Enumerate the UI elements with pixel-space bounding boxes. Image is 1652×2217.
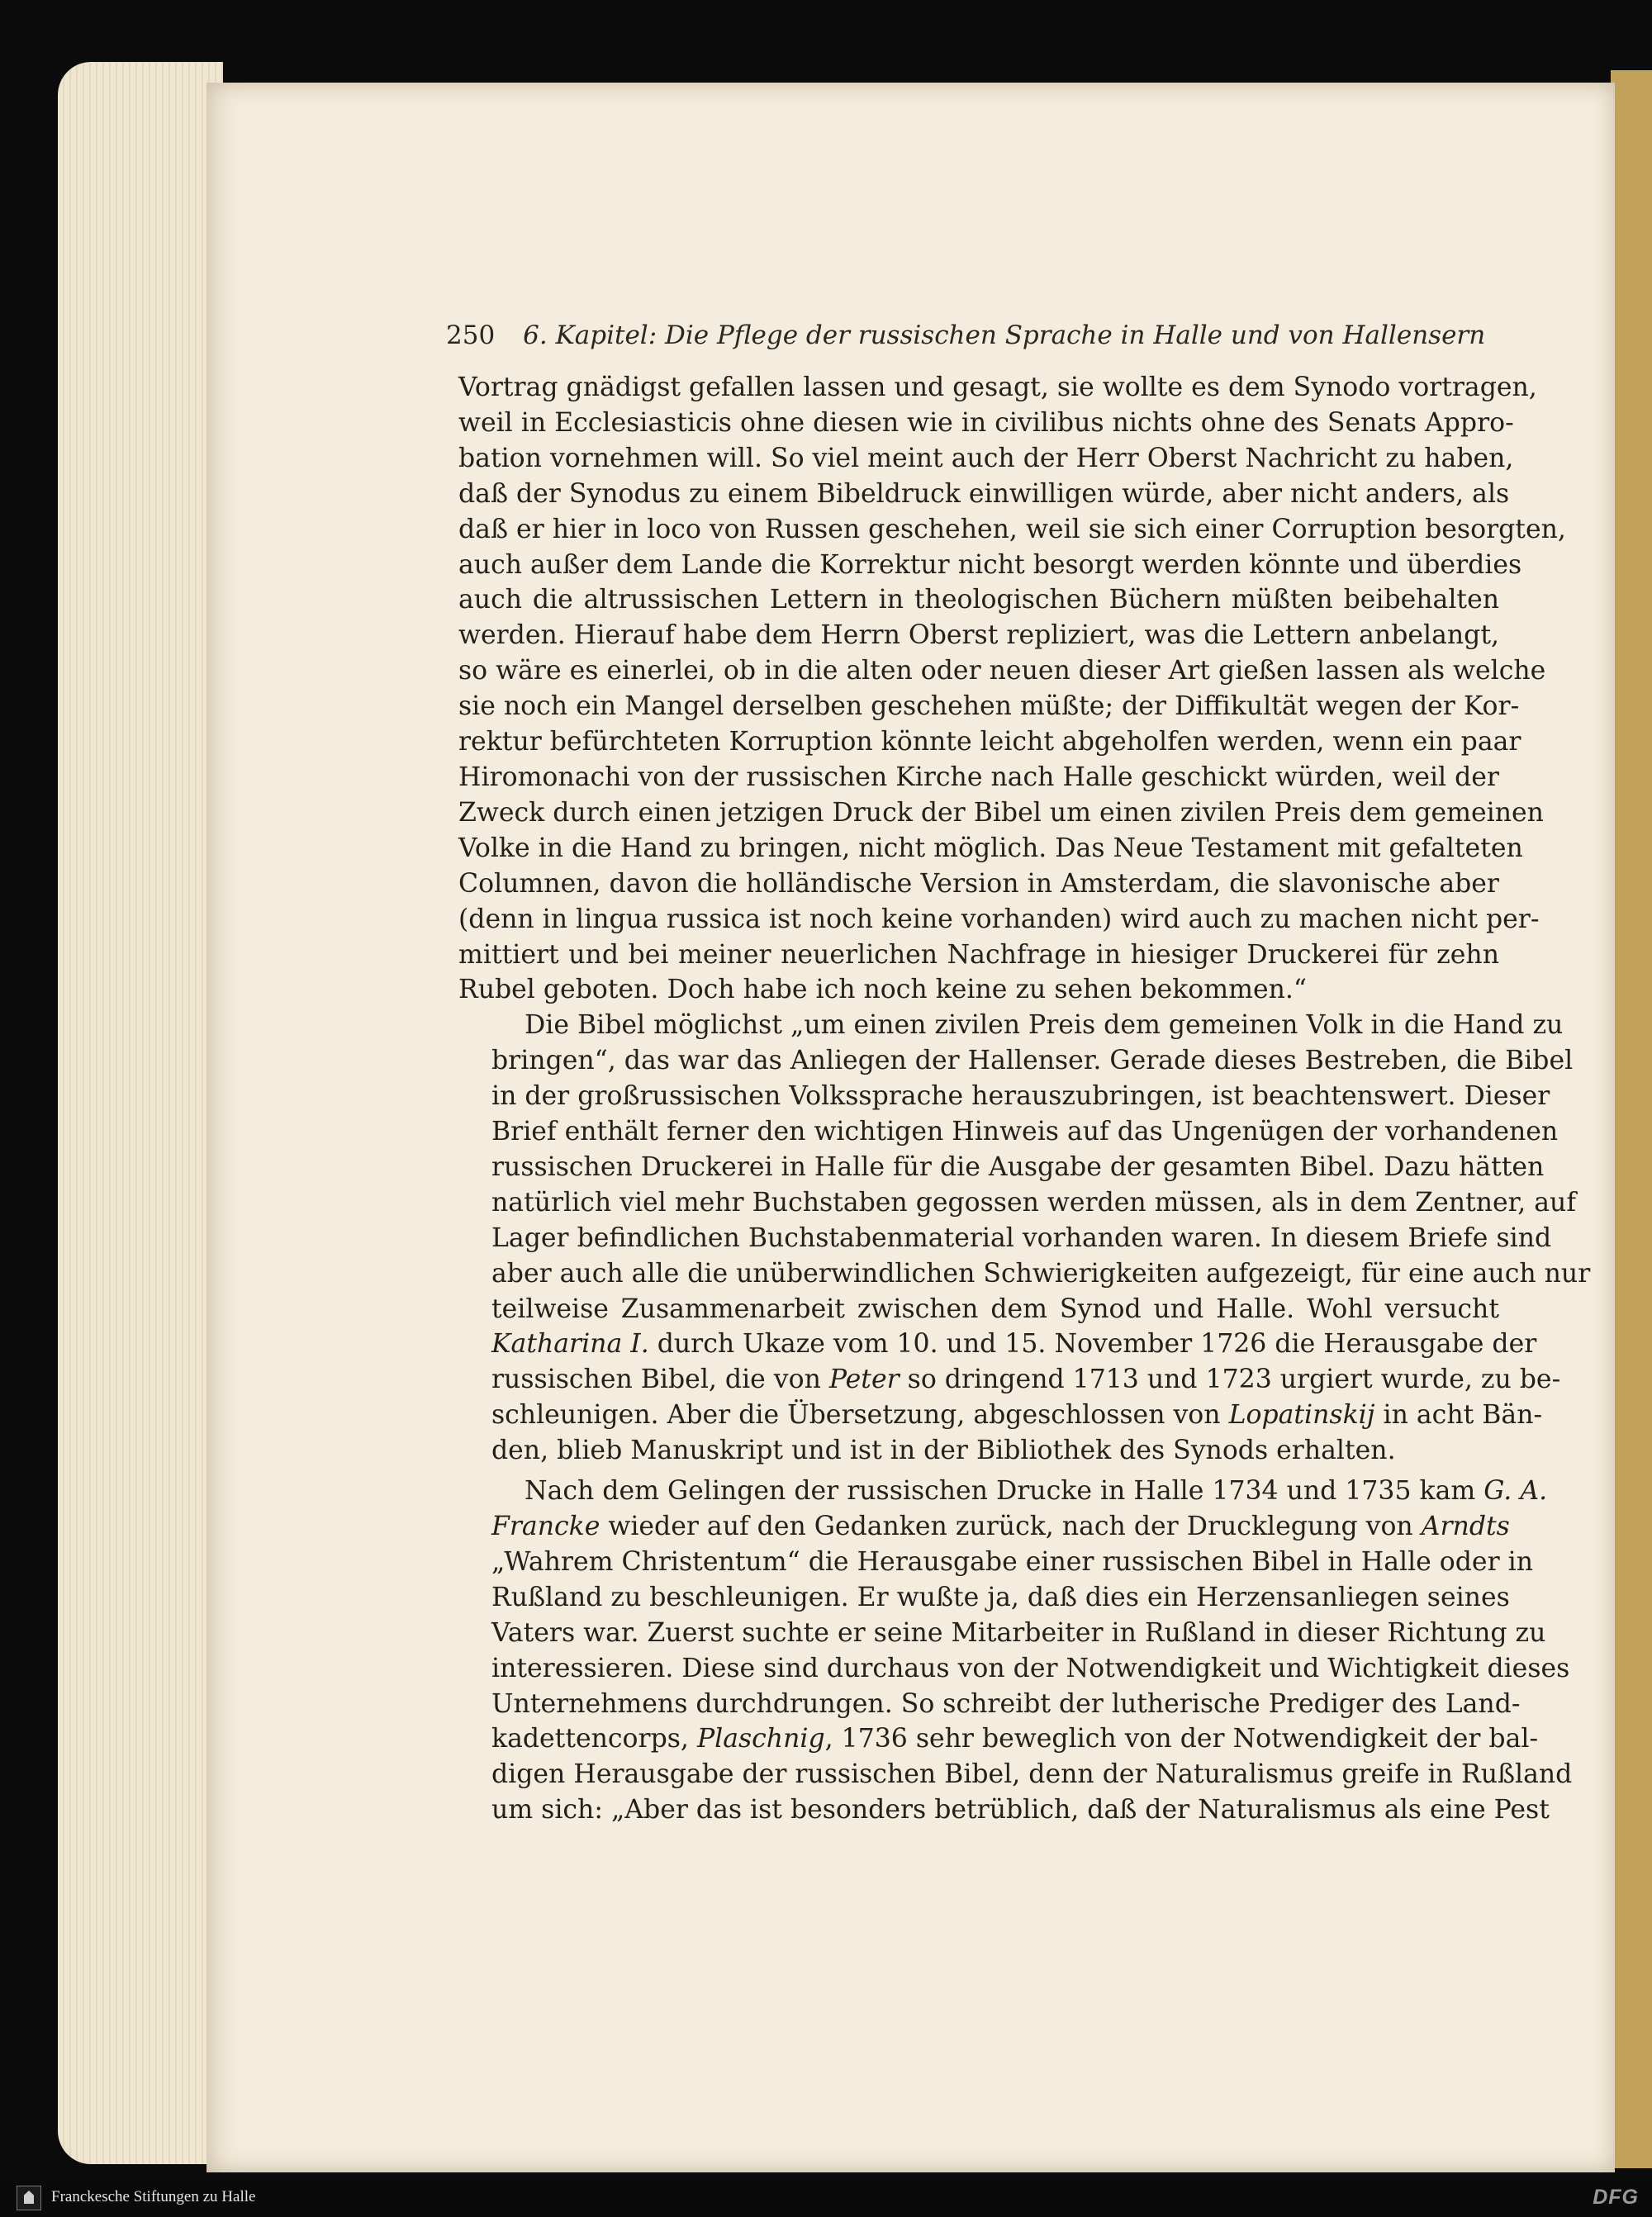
text-line: natürlich viel mehr Buchstaben gegossen werden müssen, als in dem Zentner, auf [491, 1187, 1576, 1218]
name-lopatinskij: Lopatinskij [1228, 1400, 1375, 1431]
text-line [458, 1327, 1537, 1362]
paragraph-2 [458, 1008, 1591, 1469]
text-segment: , 1736 sehr beweglich von der Notwendigkeit der bal- [824, 1724, 1539, 1754]
text-segment: Nach dem Gelingen der russischen Drucke in Halle 1734 und 1735 kam [525, 1476, 1484, 1507]
book-cover-edge [1611, 70, 1652, 2168]
text-segment: wieder auf den Gedanken zurück, nach der Drucklegung von [600, 1512, 1422, 1541]
text-line: um sich: „Aber das ist besonders betrüblich, daß der Naturalismus als eine Pest [491, 1795, 1550, 1825]
text-line: den, blieb Manuskript und ist in der Bibliothek des Synods erhalten. [491, 1436, 1396, 1466]
text-line: in der großrussischen Volkssprache herauszubringen, ist beachtenswert. Dieser [491, 1081, 1550, 1112]
text-line: Zweck durch einen jetzigen Druck der Bibel um einen zivilen Preis dem gemeinen [458, 797, 1544, 828]
viewer-footer [0, 2179, 1652, 2217]
text-line [458, 1721, 1539, 1757]
text-line: Rußland zu beschleunigen. Er wußte ja, daß dies ein Herzensanliegen seines [491, 1582, 1510, 1612]
text-line: Die Bibel möglichst „um einen zivilen Preis dem gemeinen Volk in die Hand zu [525, 1010, 1564, 1041]
text-line: Lager befindlichen Buchstabenmaterial vorhanden waren. In diesem Briefe sind [491, 1222, 1552, 1253]
body-text [458, 370, 1591, 1828]
text-line: sie noch ein Mangel derselben geschehen müßte; der Diffikultät wegen der Kor- [458, 691, 1520, 722]
page-edges [58, 62, 223, 2164]
text-line: aber auch alle die unüberwindlichen Schwierigkeiten aufgezeigt, für eine auch nur [491, 1258, 1591, 1289]
text-line: werden. Hierauf habe dem Herrn Oberst repliziert, was die Lettern anbelangt, [458, 620, 1499, 651]
text-line: Volke in die Hand zu bringen, nicht möglich. Das Neue Testament mit gefalteten [458, 833, 1523, 863]
text-segment: in acht Bän- [1374, 1400, 1543, 1431]
text-line: weil in Ecclesiasticis ohne diesen wie in civilibus nichts ohne des Senats Appro- [458, 407, 1514, 438]
text-line: „Wahrem Christentum“ die Herausgabe einer russischen Bibel in Halle oder in [491, 1546, 1533, 1577]
chapter-title: 6. Kapitel: Die Pflege der russischen Sprache in Halle und von Hallensern [523, 320, 1486, 350]
institution-link[interactable]: Franckesche Stiftungen zu Halle [51, 2188, 256, 2205]
text-line: bation vornehmen will. So viel meint auch der Herr Oberst Nachricht zu haben, [458, 443, 1514, 473]
paragraph-3 [458, 1474, 1573, 1828]
text-line: Rubel geboten. Doch habe ich noch keine zu sehen bekommen.“ [458, 975, 1308, 1005]
text-segment: kadettencorps, [491, 1724, 697, 1754]
text-line: daß der Synodus zu einem Bibeldruck einwilligen würde, aber nicht anders, als [458, 478, 1510, 509]
running-head [446, 320, 1486, 350]
text-line: Hiromonachi von der russischen Kirche nach Halle geschickt würden, weil der [458, 762, 1499, 792]
name-peter: Peter [828, 1365, 900, 1395]
name-katharina: Katharina I. [491, 1329, 649, 1360]
text-line: (denn in lingua russica ist noch keine vorhanden) wird auch zu machen nicht per- [458, 904, 1540, 934]
page-number: 250 [446, 320, 496, 350]
text-line: Columnen, davon die holländische Version in Amsterdam, die slavonische aber [458, 868, 1499, 899]
text-line: rektur befürchteten Korruption könnte leicht abgeholfen werden, wenn ein paar [458, 727, 1521, 757]
text-segment: so dringend 1713 und 1723 urgiert wurde, zu be- [899, 1365, 1561, 1395]
text-line: teilweise Zusammenarbeit zwischen dem Synod und Halle. Wohl versucht [491, 1294, 1499, 1324]
text-line: Vaters war. Zuerst suchte er seine Mitarbeiter in Rußland in dieser Richtung zu [491, 1617, 1546, 1648]
text-line: daß er hier in loco von Russen geschehen, weil sie sich einer Corruption besorgten, [458, 514, 1566, 544]
text-line [458, 1398, 1543, 1433]
text-line [458, 1509, 1510, 1545]
text-line [458, 1474, 1548, 1509]
text-line: russischen Druckerei in Halle für die Ausgabe der gesamten Bibel. Dazu hätten [491, 1151, 1545, 1182]
text-segment: durch Ukaze vom 10. und 15. November 1726 die Herausgabe der [648, 1329, 1537, 1360]
name-arndts: Arndts [1421, 1512, 1510, 1541]
name-g-a: G. A. [1483, 1476, 1548, 1507]
text-segment: russischen Bibel, die von [491, 1365, 829, 1395]
text-line: auch die altrussischen Lettern in theologischen Büchern müßten beibehalten [458, 585, 1499, 615]
text-line: Brief enthält ferner den wichtigen Hinweis auf das Ungenügen der vorhandenen [491, 1117, 1559, 1147]
name-plaschnig: Plaschnig [696, 1724, 825, 1754]
paragraph-1 [458, 370, 1566, 1008]
text-line: Unternehmens durchdrungen. So schreibt der lutherische Prediger des Land- [491, 1688, 1521, 1719]
text-line: interessieren. Diese sind durchaus von der Notwendigkeit und Wichtigkeit dieses [491, 1653, 1570, 1683]
dfg-logo[interactable]: DFG [1593, 2186, 1639, 2209]
text-line: Vortrag gnädigst gefallen lassen und gesagt, sie wollte es dem Synodo vortragen, [458, 373, 1537, 402]
name-francke: Francke [491, 1512, 601, 1541]
franckesche-stiftungen-logo-icon[interactable] [17, 2186, 41, 2210]
text-line: digen Herausgabe der russischen Bibel, denn der Naturalismus greife in Rußland [491, 1759, 1573, 1790]
text-line: auch außer dem Lande die Korrektur nicht besorgt werden könnte und überdies [458, 549, 1522, 580]
text-line: so wäre es einerlei, ob in die alten oder neuen dieser Art gießen lassen als welche [458, 656, 1546, 686]
text-line: mittiert und bei meiner neuerlichen Nachfrage in hiesiger Druckerei für zehn [458, 939, 1499, 970]
text-line [458, 1362, 1561, 1398]
text-segment: schleunigen. Aber die Übersetzung, abgeschlossen von [491, 1400, 1229, 1431]
text-line: bringen“, das war das Anliegen der Hallenser. Gerade dieses Bestreben, die Bibel [491, 1046, 1574, 1076]
